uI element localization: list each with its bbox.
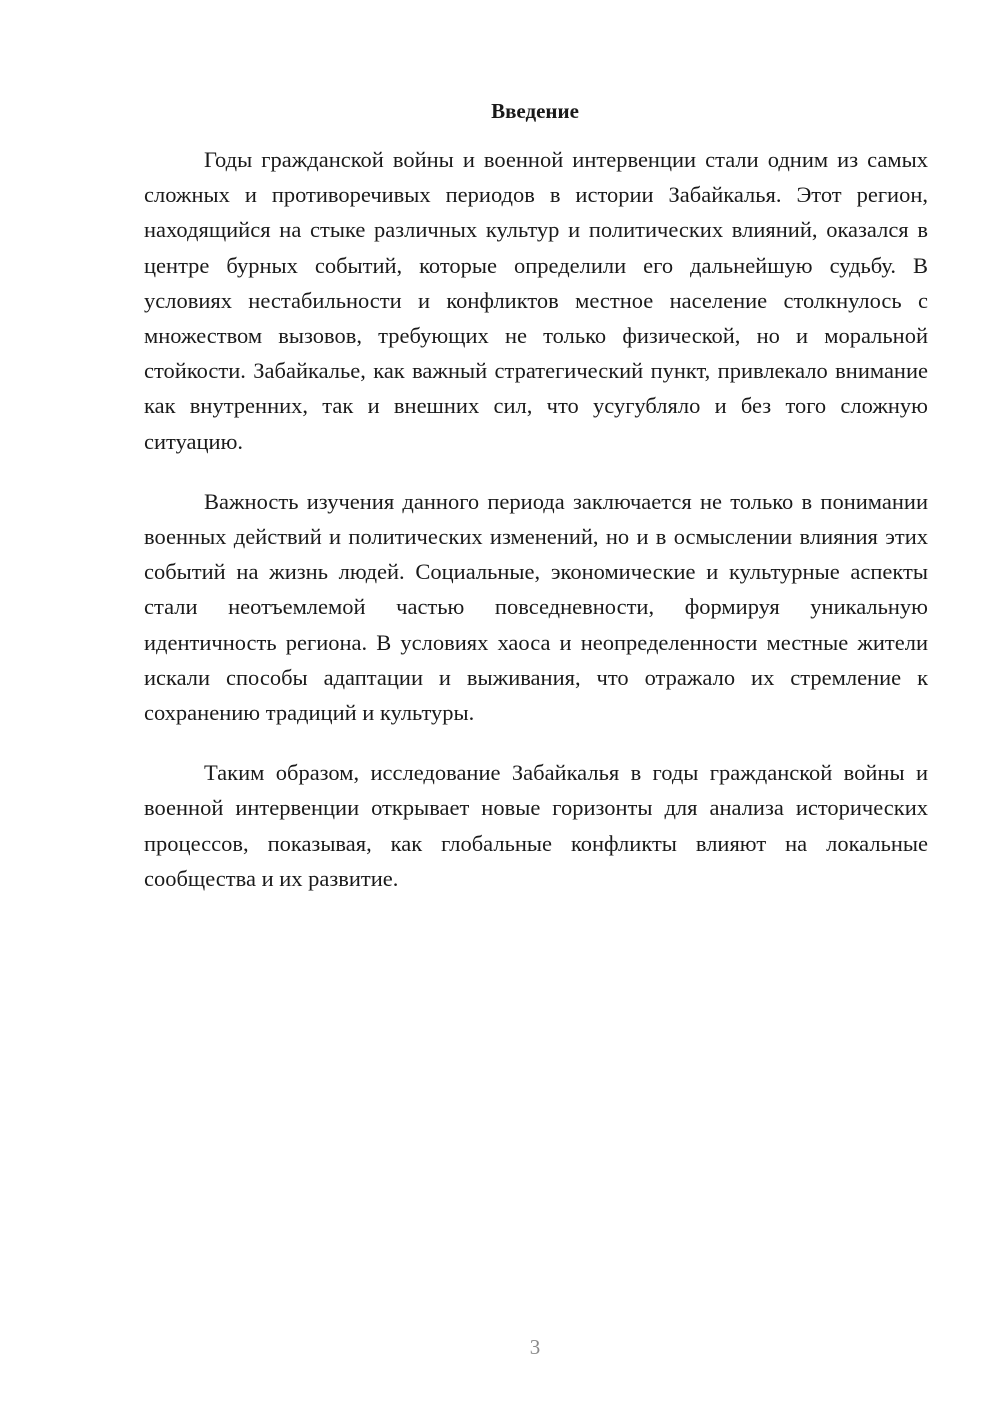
paragraph-1: Годы гражданской войны и военной интервенции стали одним из самых сложных и противоречивых периодов в истории Забайкалья. Этот регион, находящийся на стыке различных культур и политических влияний, оказался в центре бурных событий, которые определили его дальнейшую судьбу. В условиях нестабильности и конфликтов местное население столкнулось с множеством вызовов, требующих не только физической, но и моральной стойкости. Забайкалье, как важный стратегический пункт, привлекало внимание как внутренних, так и внешних сил, что усугубляло и без того сложную ситуацию. bbox=[144, 147, 928, 454]
paragraph-2: Важность изучения данного периода заключается не только в понимании военных действий и политических изменений, но и в осмыслении влияния этих событий на жизнь людей. Социальные, экономические и культурные аспекты стали неотъемлемой частью повседневности, формируя уникальную идентичность региона. В условиях хаоса и неопределенности местные жители искали способы адаптации и выживания, что отражало их стремление к сохранению традиций и культуры. bbox=[144, 488, 928, 726]
document-body bbox=[144, 142, 928, 896]
paragraph-3: Таким образом, исследование Забайкалья в годы гражданской войны и военной интервенции открывает новые горизонты для анализа исторических процессов, показывая, как глобальные конфликты влияют на локальные сообщества и их развитие. bbox=[144, 760, 928, 891]
page-title: Введение bbox=[491, 99, 579, 123]
page-number: 3 bbox=[529, 1335, 541, 1359]
